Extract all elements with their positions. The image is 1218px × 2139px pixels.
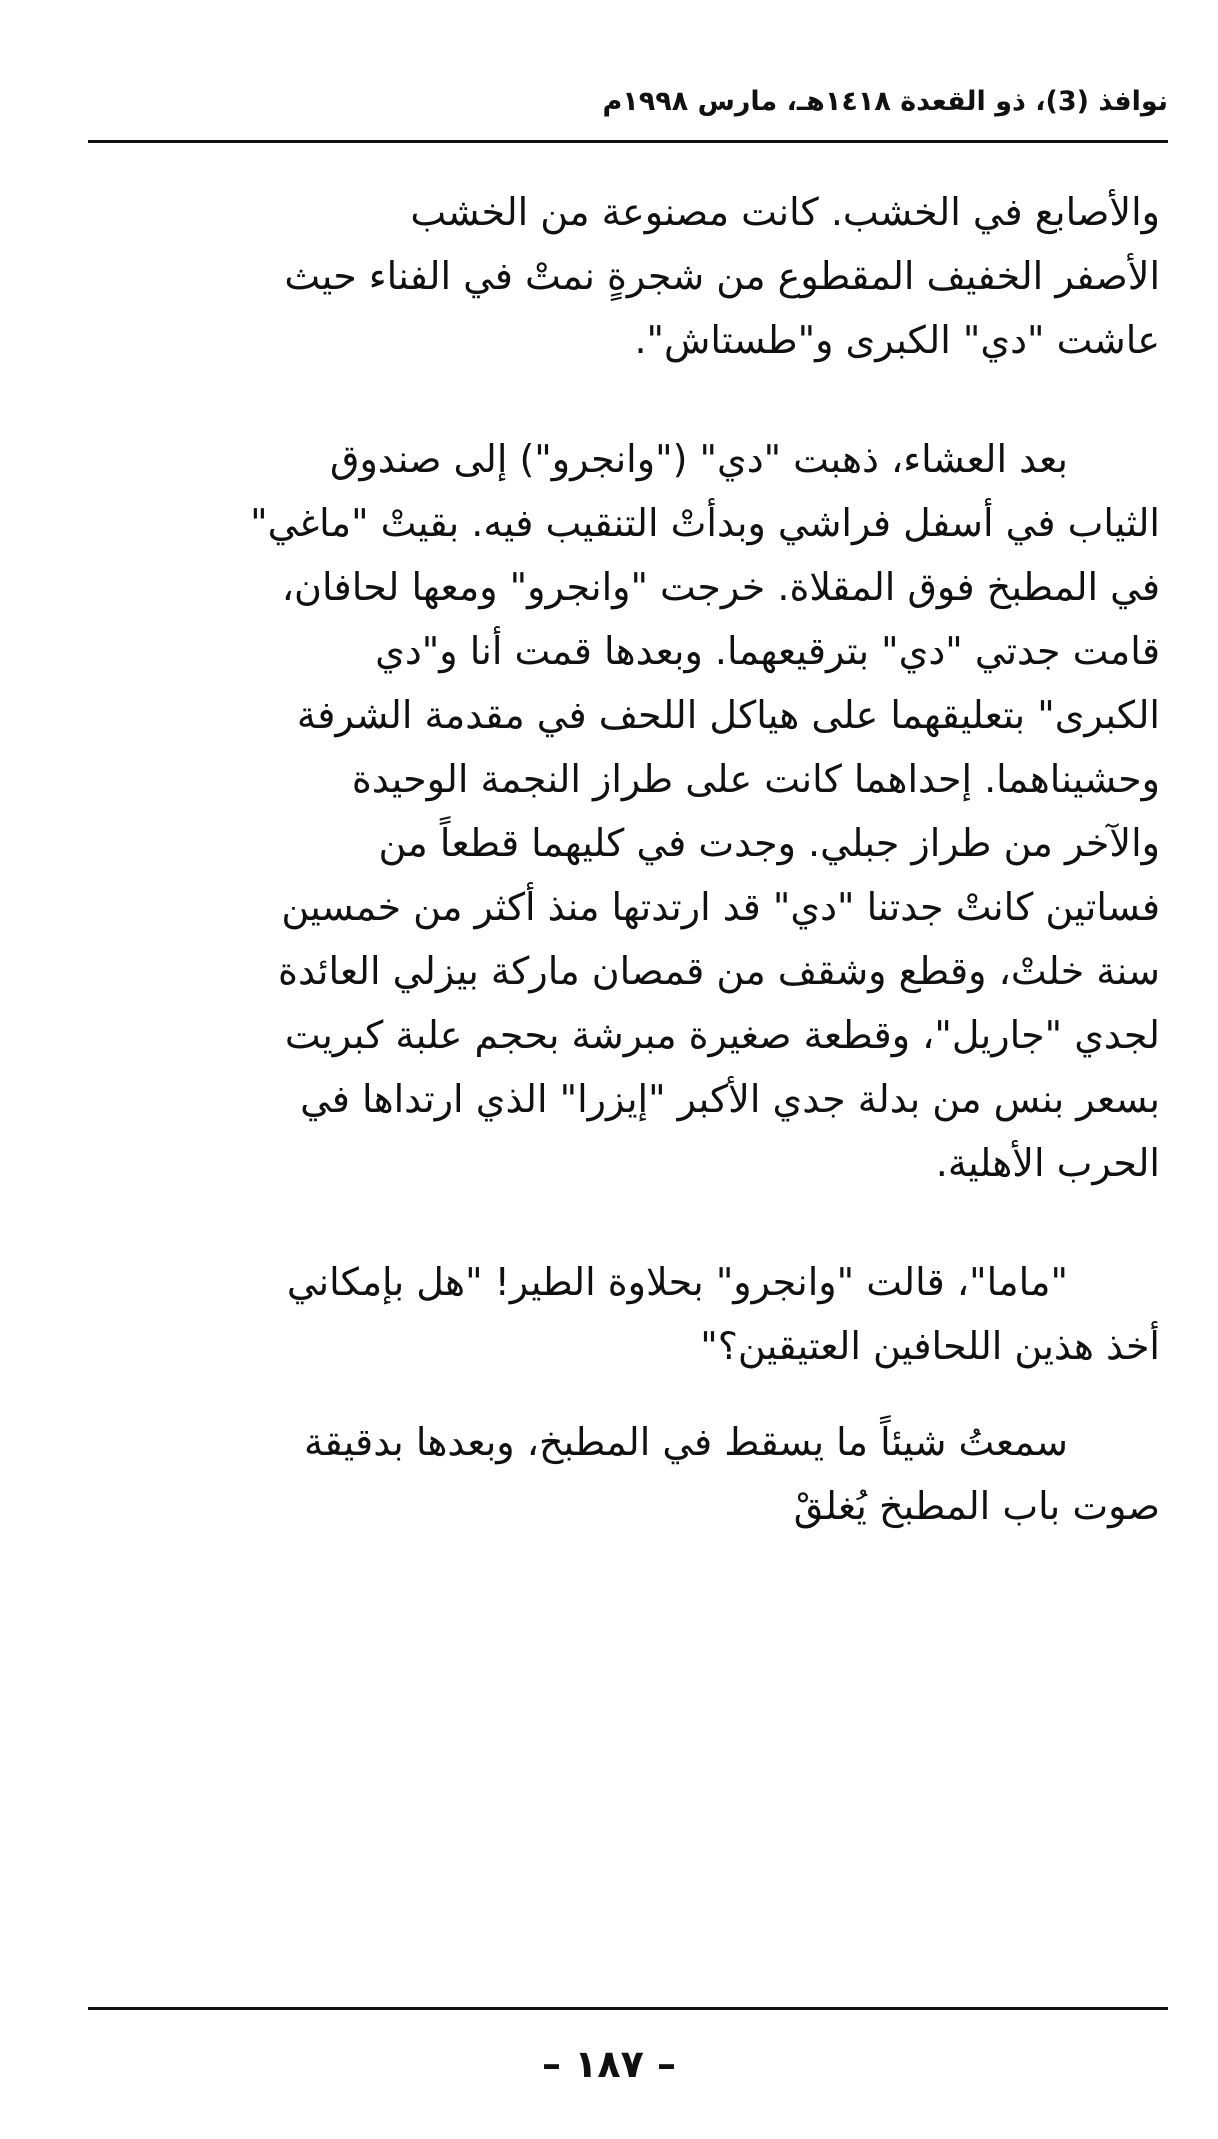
text-line: "ماما"، قالت "وانجرو" بحلاوة الطير! "هل بإمكاني [286,1260,1068,1304]
body-text [92,180,1160,1538]
text-line: بسعر بنس من بدلة جدي الأكبر "إيزرا" الذي ارتداها في [300,1077,1160,1121]
paragraph [92,180,1160,372]
text-line: والأصابع في الخشب. كانت مصنوعة من الخشب [410,190,1160,234]
footer-rule [88,2007,1168,2010]
text-line: عاشت "دي" الكبرى و"طستاش". [634,318,1160,362]
paragraph [92,1410,1160,1538]
text-line: أخذ هذين اللحافين العتيقين؟" [700,1324,1160,1368]
paragraph [92,427,1160,1195]
paragraph [92,1250,1160,1378]
page-number: – ١٨٧ – [541,2042,677,2086]
text-line: الثياب في أسفل فراشي وبدأتْ التنقيب فيه. بقيتْ "ماغي" [250,501,1160,545]
text-line: لجدي "جاريل"، وقطعة صغيرة مبرشة بحجم علبة كبريت [284,1013,1160,1057]
text-line: سنة خلتْ، وقطع وشقف من قمصان ماركة بيزلي العائدة [278,949,1160,993]
text-line: سمعتُ شيئاً ما يسقط في المطبخ، وبعدها بدقيقة [303,1420,1068,1464]
text-line: الأصفر الخفيف المقطوع من شجرةٍ نمتْ في الفناء حيث [284,254,1160,298]
text-line: قامت جدتي "دي" بترقيعهما. وبعدها قمت أنا و"دي [375,629,1160,673]
text-line: صوت باب المطبخ يُغلقْ [793,1484,1160,1528]
text-line: بعد العشاء، ذهبت "دي" ("وانجرو") إلى صندوق [329,437,1068,481]
text-line: فساتين كانتْ جدتنا "دي" قد ارتدتها منذ أكثر من خمسين [281,885,1160,929]
header-rule [88,140,1168,143]
text-line: الحرب الأهلية. [935,1141,1160,1185]
running-header: نوافذ (3)، ذو القعدة ١٤١٨هـ، مارس ١٩٩٨م [602,86,1168,117]
text-line: والآخر من طراز جبلي. وجدت في كليهما قطعاً من [378,821,1160,865]
text-line: في المطبخ فوق المقلاة. خرجت "وانجرو" ومعها لحافان، [281,565,1160,609]
text-line: وحشيناهما. إحداهما كانت على طراز النجمة الوحيدة [351,757,1160,801]
text-line: الكبرى" بتعليقهما على هياكل اللحف في مقدمة الشرفة [296,693,1160,737]
